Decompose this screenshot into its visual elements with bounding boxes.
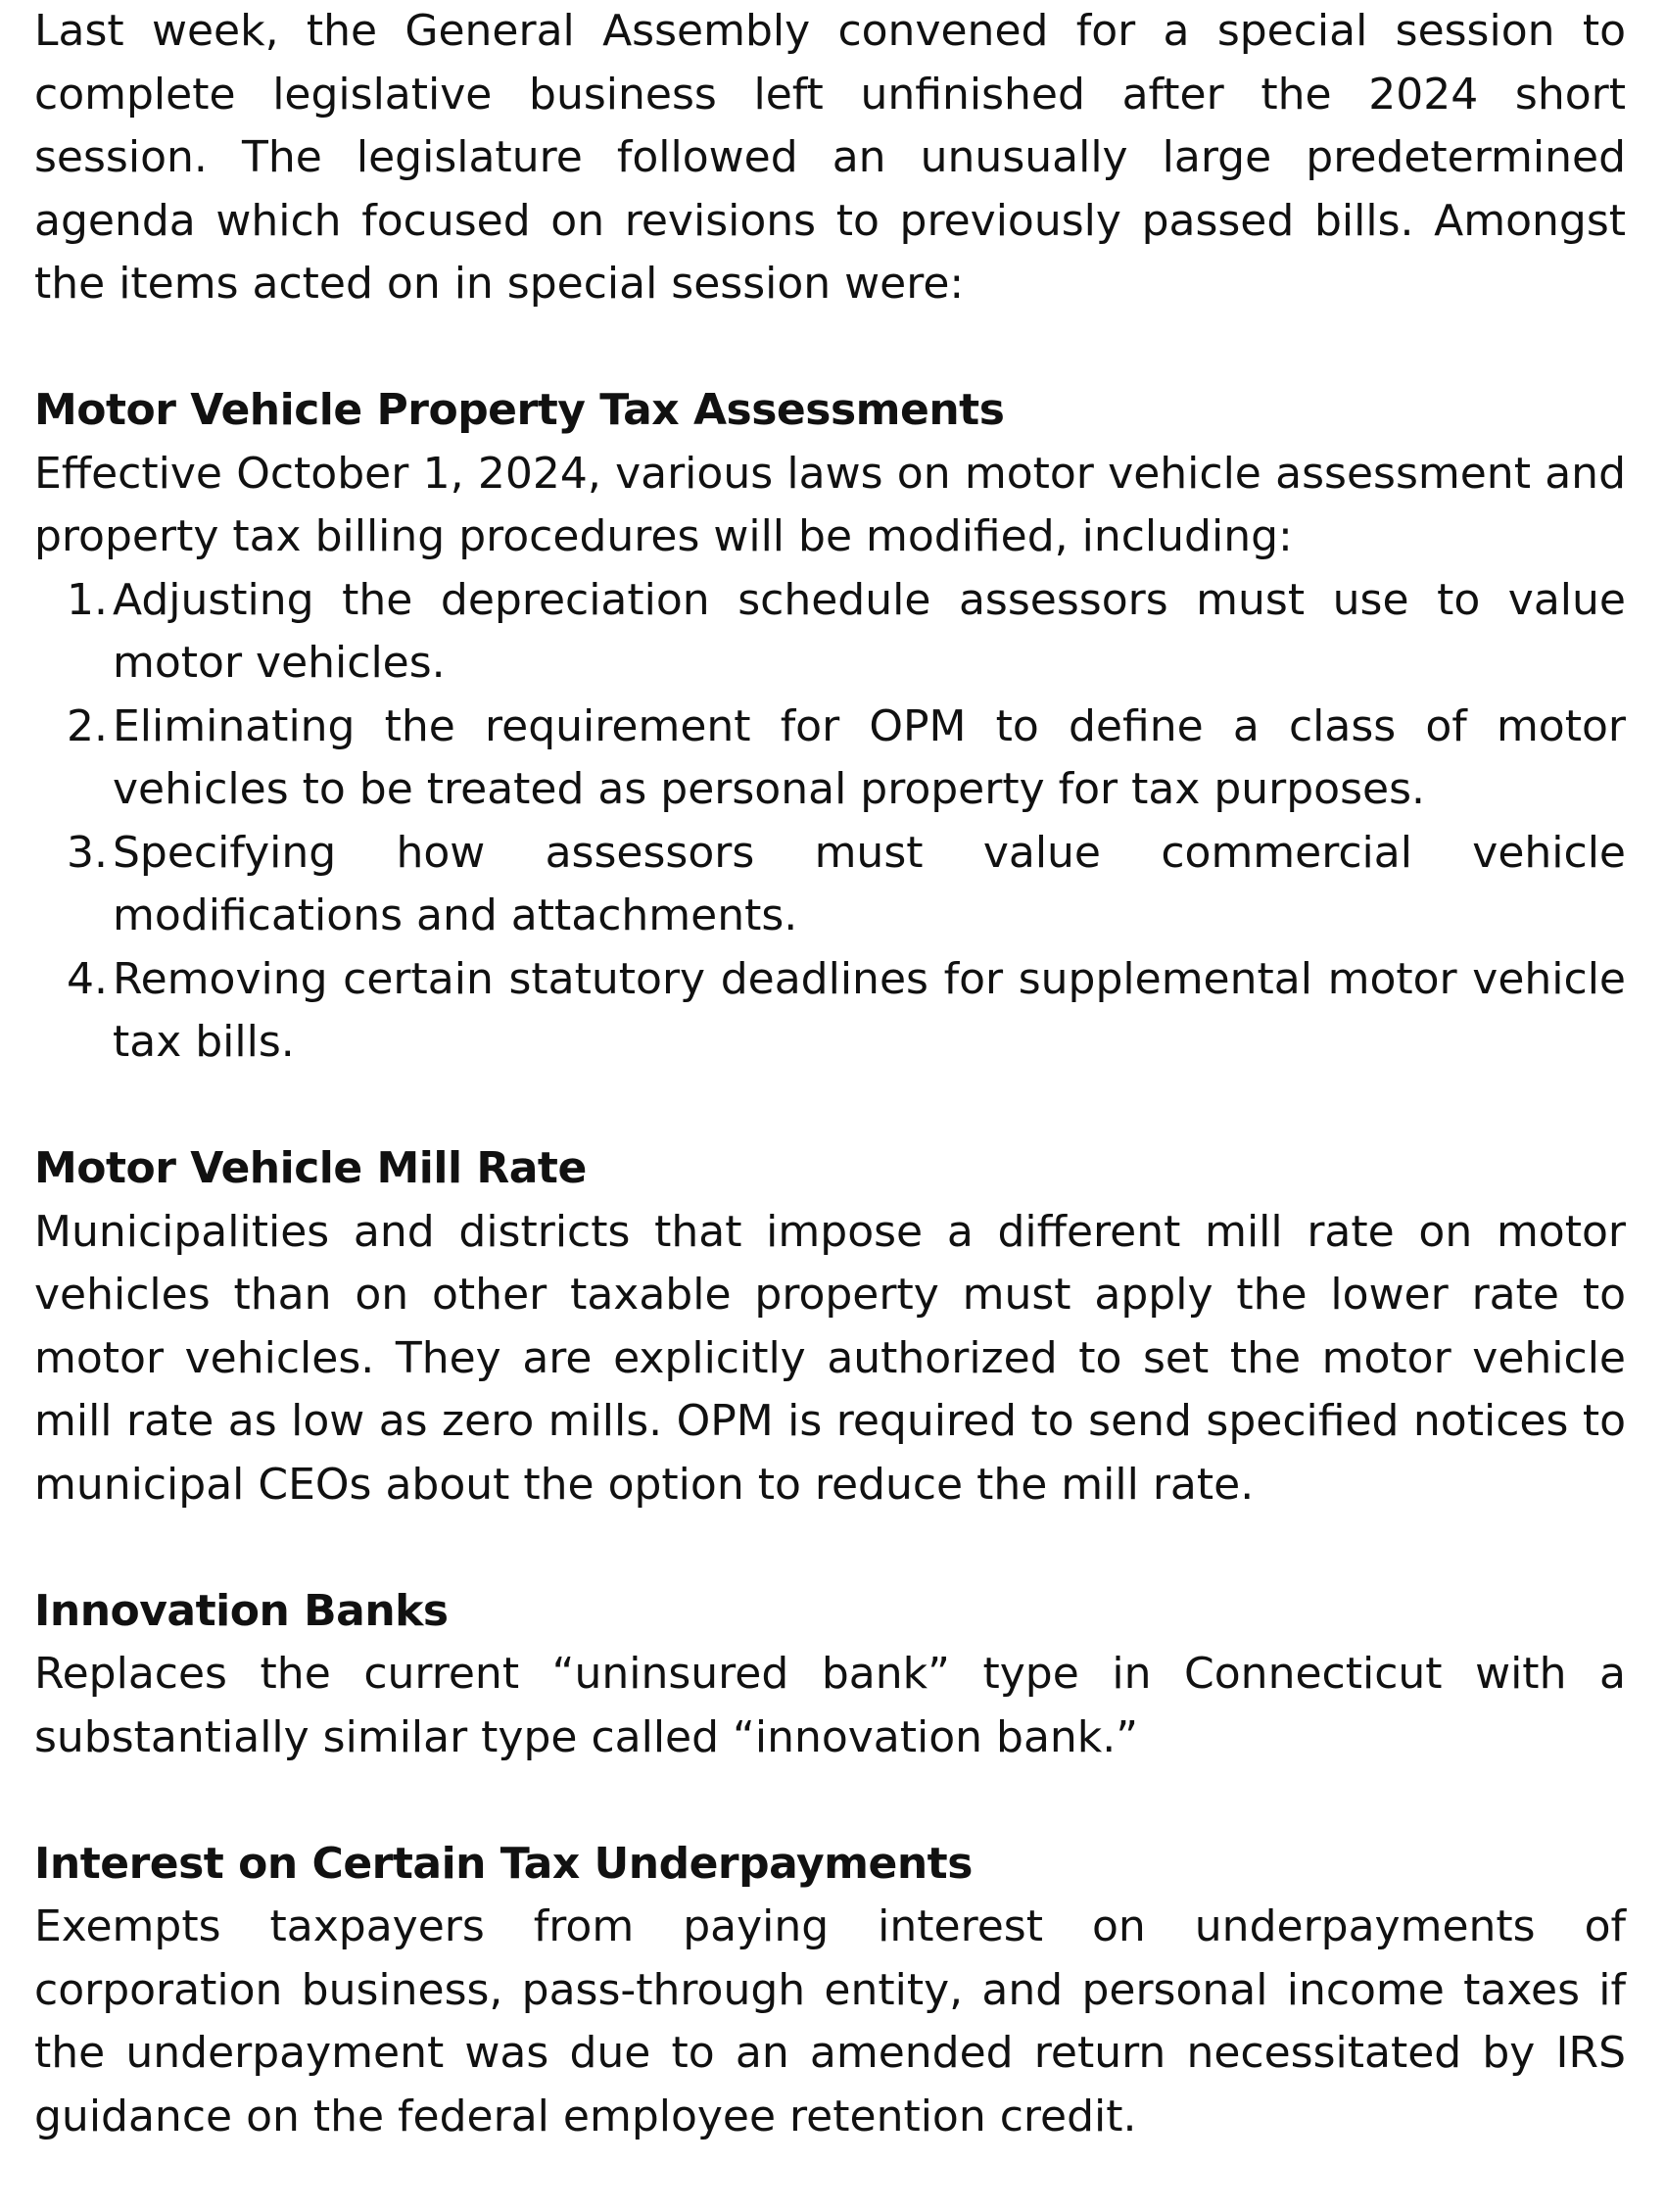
list-item (34, 696, 1626, 822)
intro-paragraph: Last week, the General Assembly convened for a special session to complete legislative business left unfinished after the 2024 short session. The legislature followed an unusually large predetermined agenda which focused on revisions to previously passed bills. Amongst the items acted on in special session were: (34, 6, 1626, 309)
section-heading: Motor Vehicle Mill Rate (34, 1143, 587, 1193)
section-body: Municipalities and districts that impose a different mill rate on motor vehicles than on other taxable property must apply the lower rate to motor vehicles. They are explicitly authorized to set the motor vehicle mill rate as low as zero mills. OPM is required to send specified notices to municipal CEOs about the option to reduce the mill rate. (34, 1206, 1626, 1510)
list-number: 2. (67, 700, 108, 751)
section-body: Effective October 1, 2024, various laws on motor vehicle assessment and property tax billing procedures will be modified, including: (34, 448, 1626, 561)
list-number: 4. (67, 953, 108, 1004)
list-text: Adjusting the depreciation schedule assessors must use to value motor vehicles. (113, 574, 1626, 688)
list-text: Eliminating the requirement for OPM to define a class of motor vehicles to be treated as personal property for tax purposes. (113, 700, 1626, 814)
section-motor-vehicle-assessments (34, 379, 1626, 1075)
list-number: 1. (67, 574, 108, 625)
section-heading: Innovation Banks (34, 1585, 449, 1636)
list-text: Removing certain statutory deadlines for supplemental motor vehicle tax bills. (113, 953, 1626, 1067)
list-item (34, 569, 1626, 696)
section-mill-rate (34, 1137, 1626, 1516)
section-tax-underpayments (34, 1833, 1626, 2149)
document-page (34, 0, 1626, 2212)
list-text: Specifying how assessors must value commercial vehicle modifications and attachments. (113, 827, 1626, 940)
section-body: Replaces the current “uninsured bank” type in Connecticut with a substantially similar type called “innovation bank.” (34, 1649, 1626, 1762)
section-heading: Motor Vehicle Property Tax Assessments (34, 385, 1005, 435)
numbered-list (34, 569, 1626, 1075)
section-body: Exempts taxpayers from paying interest on underpayments of corporation business, pass-through entity, and personal income taxes if the underpayment was due to an amended return necessitated by IRS guidance on the federal employee retention credit. (34, 1901, 1626, 2141)
section-heading: Interest on Certain Tax Underpayments (34, 1838, 973, 1889)
list-item (34, 948, 1626, 1075)
list-item (34, 822, 1626, 948)
section-innovation-banks (34, 1580, 1626, 1770)
list-number: 3. (67, 827, 108, 878)
